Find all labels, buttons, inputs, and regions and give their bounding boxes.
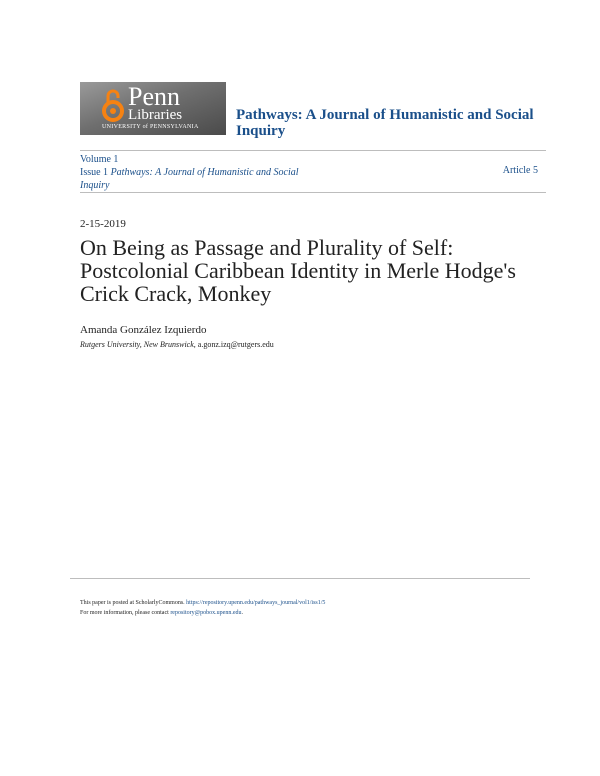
author-affiliation: Rutgers University, New Brunswick, a.gonz.izq@rutgers.edu	[80, 340, 274, 349]
author-email[interactable]: a.gonz.izq@rutgers.edu	[197, 340, 274, 349]
logo-libraries-text: Libraries	[128, 107, 183, 123]
journal-title[interactable]: Pathways: A Journal of Humanistic and Social Inquiry	[236, 107, 534, 139]
divider-bottom	[70, 578, 530, 579]
issue-label[interactable]: Issue 1	[80, 167, 109, 178]
footer-line-1	[80, 600, 325, 606]
publication-date: 2-15-2019	[80, 218, 126, 230]
article-title: On Being as Passage and Plurality of Self: Postcolonial Caribbean Identity in Merle Hodge's Crick Crack, Monkey	[80, 235, 516, 306]
affiliation-text: Rutgers University, New Brunswick	[80, 340, 194, 349]
open-access-lock-icon	[102, 88, 124, 124]
footer-line-2	[80, 610, 243, 616]
author-name: Amanda González Izquierdo	[80, 324, 207, 336]
footer-period: .	[241, 610, 243, 616]
footer-contact-email[interactable]: repository@pobox.upenn.edu	[170, 610, 242, 616]
logo-university-text: UNIVERSITY of PENNSYLVANIA	[102, 124, 199, 130]
issue-line[interactable]	[80, 166, 340, 179]
issue-journal-name[interactable]: Pathways: A Journal of Humanistic and Social	[110, 167, 299, 178]
divider-top	[80, 150, 546, 151]
footer-posted-text: This paper is posted at ScholarlyCommons.	[80, 600, 185, 606]
issue-journal-name-cont[interactable]: Inquiry	[80, 180, 110, 191]
article-number[interactable]: Article 5	[502, 165, 538, 176]
footer-contact-text: For more information, please contact	[80, 610, 169, 616]
logo-penn-text: Penn	[128, 82, 180, 111]
divider-mid	[80, 192, 546, 193]
footer-repository-link[interactable]: https://repository.upenn.edu/pathways_journal/vol1/iss1/5	[186, 600, 326, 606]
issue-info	[80, 153, 340, 192]
volume-link[interactable]: Volume 1	[80, 154, 119, 165]
penn-libraries-logo	[80, 82, 226, 135]
